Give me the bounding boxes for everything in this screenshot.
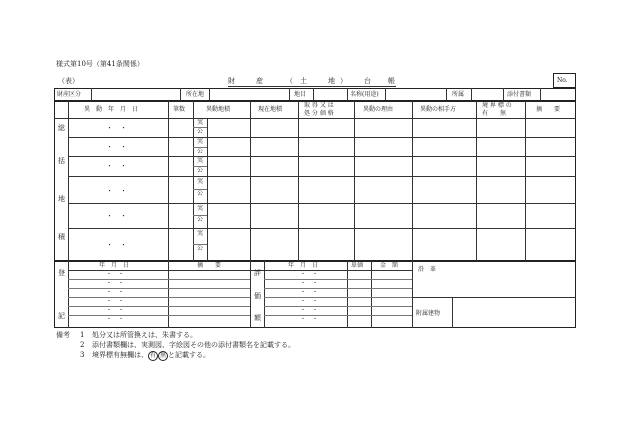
date-placeholder: ・ ・ — [106, 162, 127, 170]
rule — [264, 279, 412, 280]
rule — [209, 88, 210, 101]
lot-number-label: 地目 — [294, 91, 307, 98]
rule — [68, 279, 250, 280]
valuation-char: 評 — [254, 269, 261, 277]
note-text-before: 境界標有無欄は、 — [92, 351, 148, 359]
area-kind-actual: 実 — [197, 178, 204, 185]
registration-char: 登 — [58, 269, 65, 277]
rule — [168, 101, 169, 261]
rule — [264, 261, 265, 328]
note-text-after: と記載する。 — [168, 351, 210, 359]
date-placeholder: ・ ・ — [300, 289, 319, 296]
rule — [250, 101, 251, 261]
info-row — [54, 88, 576, 101]
header-current-area: 現在地積 — [258, 106, 283, 113]
title-char: 帳 — [388, 77, 395, 85]
ledger-title — [228, 77, 396, 87]
date-placeholder: ・ ・ — [300, 316, 319, 323]
date-placeholder: ・ ・ — [300, 298, 319, 305]
number-box — [553, 73, 576, 88]
form-number: 様式第10号（第41条関係） — [56, 60, 144, 68]
date-placeholder: ・ ・ — [106, 271, 125, 278]
attached-buildings-label: 附属建物 — [416, 310, 441, 317]
header-boundary-line1: 境 界 標 の — [482, 102, 512, 109]
rule — [354, 101, 355, 261]
amount-header: 金 額 — [380, 262, 399, 269]
header-change-date: 異 動 年 月 日 — [84, 106, 139, 113]
main-ledger-table — [54, 101, 576, 261]
note-text: 添付書類欄は、実測図、字絵図その他の添付書類名を記載する。 — [92, 341, 295, 349]
note-number: 3 — [80, 351, 85, 359]
rule — [68, 297, 250, 298]
title-char: 産 — [256, 77, 263, 85]
rule — [289, 88, 290, 101]
date-placeholder: ・ ・ — [106, 307, 125, 314]
area-kind-public: 公 — [197, 148, 204, 155]
rule — [264, 288, 412, 289]
rule — [313, 88, 314, 101]
title-char: 土 — [300, 77, 307, 85]
rule — [264, 315, 412, 316]
title-char: 地 — [328, 77, 335, 85]
rule — [54, 118, 576, 119]
header-reason: 異動の理由 — [363, 106, 394, 113]
header-lot-count: 筆数 — [173, 106, 186, 113]
attached-docs-label: 添付書類 — [507, 91, 532, 98]
date-placeholder: ・ ・ — [106, 241, 127, 249]
rule — [68, 156, 576, 157]
valuation-char: 額 — [254, 314, 261, 322]
header-price-line2: 処 分 価 格 — [304, 110, 334, 117]
header-counterparty: 異動の相手方 — [420, 106, 457, 113]
note-text-3 — [92, 351, 210, 361]
valuation-char: 価 — [254, 292, 261, 300]
rule — [68, 288, 250, 289]
rule — [68, 261, 69, 328]
sheet-kind-label: （表） — [58, 77, 79, 85]
rule — [264, 306, 412, 307]
rule — [193, 101, 194, 261]
unit-price-header: 単価 — [351, 262, 364, 269]
side-label-char: 総 — [58, 124, 65, 132]
rule — [412, 297, 576, 298]
side-label-char: 積 — [58, 233, 65, 241]
date-placeholder: ・ ・ — [106, 280, 125, 287]
rule — [168, 261, 169, 328]
registration-date-header: 年 月 日 — [99, 262, 130, 269]
rule — [540, 88, 541, 101]
area-kind-actual: 実 — [197, 205, 204, 212]
rule — [412, 101, 413, 261]
side-label-char: 地 — [58, 195, 65, 203]
area-kind-public: 公 — [197, 128, 204, 135]
area-kind-actual: 実 — [197, 119, 204, 126]
date-placeholder: ・ ・ — [106, 212, 127, 220]
area-kind-public: 公 — [197, 245, 204, 252]
date-placeholder: ・ ・ — [300, 280, 319, 287]
rule — [250, 261, 251, 328]
date-placeholder: ・ ・ — [106, 143, 127, 151]
name-use-label: 名称(用途) — [350, 91, 379, 98]
rule — [347, 88, 348, 101]
rule — [412, 261, 413, 328]
date-placeholder: ・ ・ — [300, 307, 319, 314]
area-kind-public: 公 — [197, 190, 204, 197]
circled-no: 無 — [159, 352, 166, 359]
rule — [371, 261, 372, 328]
header-boundary-line2: 有 無 — [482, 110, 507, 117]
area-kind-public: 公 — [197, 167, 204, 174]
date-placeholder: ・ ・ — [300, 271, 319, 278]
rule — [264, 297, 412, 298]
rule — [68, 306, 250, 307]
date-placeholder: ・ ・ — [106, 289, 125, 296]
title-char: 台 — [364, 77, 371, 85]
date-placeholder: ・ ・ — [106, 187, 127, 195]
affiliation-label: 所属 — [452, 91, 465, 98]
location-label: 所在地 — [186, 91, 205, 98]
date-placeholder: ・ ・ — [106, 124, 127, 132]
rule — [207, 118, 208, 261]
title-char: 財 — [228, 77, 235, 85]
rule — [68, 176, 576, 177]
registration-summary-header: 摘 要 — [197, 262, 222, 269]
rule — [68, 137, 576, 138]
date-placeholder: ・ ・ — [106, 316, 125, 323]
rule — [68, 315, 250, 316]
history-label: 沿 革 — [418, 266, 437, 273]
rule — [446, 88, 447, 101]
note-number: 1 — [80, 331, 85, 339]
rule — [347, 261, 348, 328]
header-price-line1: 取 得 又 は — [304, 102, 334, 109]
side-label-char: 括 — [58, 157, 65, 165]
rule — [471, 88, 472, 101]
rule — [298, 101, 299, 261]
number-label: No. — [557, 77, 568, 84]
valuation-date-header: 年 月 日 — [288, 262, 319, 269]
header-remarks: 摘 要 — [536, 106, 561, 113]
header-change-area: 異動地積 — [206, 106, 231, 113]
rule — [180, 88, 181, 101]
rule — [68, 228, 576, 229]
area-kind-actual: 実 — [197, 138, 204, 145]
note-text: 処分又は所管換えは、朱書する。 — [92, 331, 197, 339]
title-char: （ — [286, 77, 293, 85]
rule — [385, 88, 386, 101]
rule — [68, 203, 576, 204]
rule — [91, 88, 92, 101]
registration-char: 記 — [58, 312, 65, 320]
rule — [476, 101, 477, 261]
rule — [525, 101, 526, 261]
rule — [452, 297, 453, 328]
title-char: ） — [340, 77, 347, 85]
rule — [503, 88, 504, 101]
category-label: 財産区分 — [57, 91, 82, 98]
note-number: 2 — [80, 341, 85, 349]
area-kind-actual: 実 — [197, 230, 204, 237]
rule — [68, 101, 69, 261]
notes-lead: 備考 — [56, 331, 70, 339]
area-kind-actual: 実 — [197, 157, 204, 164]
date-placeholder: ・ ・ — [106, 298, 125, 305]
circled-yes: 有 — [149, 352, 156, 359]
area-kind-public: 公 — [197, 216, 204, 223]
